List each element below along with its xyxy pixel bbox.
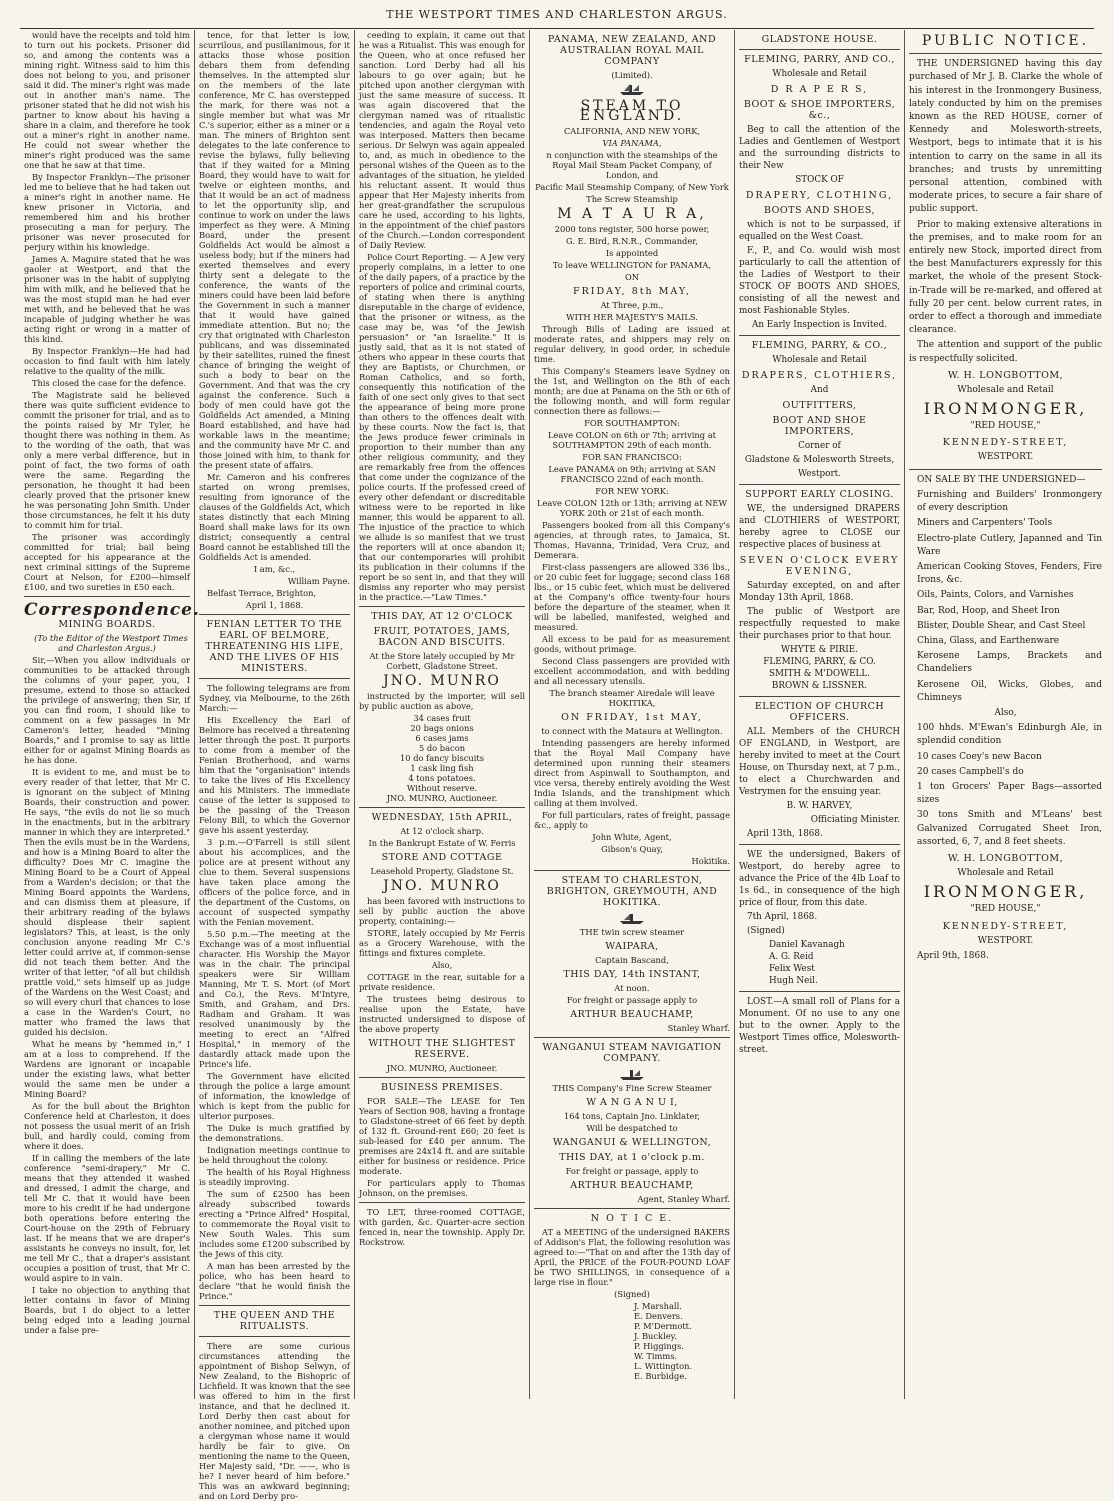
wed-store: STORE, lately occupied by Mr Ferris as a Grocery Warehouse, with the fittings and fixtures complete. [359, 928, 525, 958]
auctioneer-sign: JNO. MUNRO, Auctioneer. [386, 793, 498, 803]
wed-time: At 12 o'clock sharp. [400, 826, 484, 836]
wanganui: Will be despatched to [586, 1123, 678, 1133]
agent: Gibson's Quay, [601, 844, 663, 854]
list-item: 10 cases Coey's new Bacon [917, 751, 1042, 762]
boot-shoe: BOOT AND SHOE IMPORTERS, [772, 415, 867, 437]
closing: I am, &c., [253, 564, 296, 574]
column-4 [530, 30, 735, 1399]
list-item: J. Marshall. [634, 1301, 682, 1311]
list-item: Blister, Double Shear, and Cast Steel [917, 620, 1086, 631]
article-paragraph: The sum of £2500 has been already subscribed towards erecting a "Prince Alfred" Hospital, to commemorate the Royal visit to New South Wales. This sum includes some £1200 subscribed by the Jews of this city. [199, 1189, 350, 1259]
divider [909, 53, 1102, 54]
waipara-name: WAIPARA, [605, 941, 659, 952]
wed-cottage: COTTAGE in the rear, suitable for a private residence. [359, 972, 525, 992]
auctioneer-sign: JNO. MUNRO, Auctioneer. [386, 1063, 498, 1073]
article-paragraph: All excess to be paid for as measurement goods, without primage. [534, 634, 730, 654]
drapers: D R A P E R S, [770, 84, 869, 95]
article-paragraph: ceeding to explain, it came out that he was a Ritualist. This was enough for the Queen, who at once refused her sanction. Lord Derby had all his labours to go over again; but he pitched upon another clergyman with just the same measure of success. It was again discovered that the clergyman named was of ritualistic tendencies, and again the Royal veto was interposed. Matters then became serious. Dr Selwyn was again appealed to, and, as much in obedience to the personal wishes of the Queen as to the advantages of the situation, he yielded his reluctant assent. It would thus appear that Her Majesty inherits from her great-grandfather the scrupulous care he used, according to his lights, in the appointment of the chief pastors of the Church.—London correspondent of Daily Review. [359, 30, 525, 250]
public-notice-headline: PUBLIC NOTICE. [921, 33, 1090, 49]
article-paragraph: F., P., and Co. would wish most particularly to call the attention of the Ladies of Westport to their STOCK OF BOOTS AND SHOES, consisting of all the newest and most Fashionable Styles. [739, 246, 900, 316]
list-item: Felix West [769, 964, 815, 974]
list-item: Oils, Paints, Colors, and Varnishes [917, 590, 1074, 601]
article-paragraph: By Inspector Franklyn—He had had occasion to find fault with him lately relative to the quality of the milk. [24, 346, 190, 376]
to-let-text: TO LET, three-roomed COTTAGE, with garden, &c. Quarter-acre section fenced in, near the township. Apply Dr. Rockstrow. [359, 1207, 525, 1247]
article-paragraph: What he means by "hemmed in," I am at a loss to comprehend. If the Wardens are ignorant or incapable under the existing laws, what better would the same men be under a Mining Board? [24, 1039, 190, 1099]
screw-steamship: The Screw Steamship [586, 194, 678, 204]
route-text: Leave COLON on 6th or 7th; arriving at SOUTHAMPTON 29th of each month. [548, 430, 716, 450]
route-head: FOR NEW YORK: [595, 486, 669, 496]
list-item: BROWN & LISSNER. [771, 681, 868, 691]
via-line: CALIFORNIA, AND NEW YORK, [563, 126, 701, 136]
divider [359, 1202, 525, 1203]
company-headline: PANAMA, NEW ZEALAND, AND AUSTRALIAN ROYAL MAIL COMPANY [547, 34, 717, 67]
divider [199, 678, 350, 679]
via-panama: VIA PANAMA, [602, 138, 662, 148]
gladstone-headline: GLADSTONE HOUSE. [761, 34, 878, 45]
divider [359, 1077, 525, 1078]
westport: WESTPORT. [977, 935, 1034, 946]
list-item: SMITH & M'DOWELL. [768, 669, 871, 679]
ironmonger: IRONMONGER, [923, 399, 1088, 419]
branch-date: ON FRIDAY, 1st MAY, [561, 712, 703, 723]
list-item: China, Glass, and Earthenware [917, 635, 1060, 646]
appointed: Is appointed [605, 248, 659, 258]
article-paragraph: The Government have elicited through the police a large amount of information, the knowledge of which is kept from the public for ulterior purposes. [199, 1071, 350, 1121]
list-item: 5 do bacon [418, 743, 466, 753]
article-paragraph: Intending passengers are hereby informed that the Royal Mail Company have determined upon running their steamers direct from Aspinwall to Southampton, and vice versa, thereby entirely avoiding the West India Islands, and the transhipment which calling at them involved. [534, 738, 730, 808]
agent: Hokitika. [691, 856, 730, 866]
wanganui: THIS Company's Fine Screw Steamer [552, 1083, 712, 1093]
conjunction: n conjunction with the steamships of the Royal Mail Steam Packet Company, of London, and [546, 150, 718, 180]
bakers-text: WE the undersigned, Bakers of Westport, do hereby agree to advance the Price of the 4lb Loaf to 1s 6d., in consequence of the high price of flour, from this date. [739, 850, 900, 908]
firm-name: FLEMING, PARRY, & CO., [751, 340, 888, 351]
route-head: FOR SAN FRANCISCO: [582, 452, 682, 462]
divider [739, 696, 900, 697]
leave: To leave WELLINGTON for PANAMA, [552, 260, 712, 270]
article-paragraph: The health of his Royal Highness is steadily improving. [199, 1167, 350, 1187]
article-paragraph: Sir,—When you allow individuals or communities to be attacked through the columns of your paper, you, I presume, extend to those so attacked the privilege of answering; then Sir, if you can find room, I should like to comment on a few passages in Mr Cameron's letter, headed "Mining Boards," and I promise to say as little either for or against Mining Boards as he has done. [24, 655, 190, 765]
signatory-list [634, 1301, 730, 1381]
article-paragraph: This Company's Steamers leave Sydney on the 1st, and Wellington on the 8th of each month; are due at Panama on the 5th or 6th of the following month, and will form regular connection there as follows:— [534, 366, 730, 416]
lost-text: LOST.—A small roll of Plans for a Monument. Of no use to any one but to the owner. Apply to the Westport Times office, Molesworth-street. [739, 997, 900, 1055]
route-text: Leave PANAMA on 9th; arriving at SAN FRANCISCO 22nd of each month. [548, 464, 716, 484]
wed-text: has been favored with instructions to sell by public auction the above property, containing:— [359, 896, 525, 926]
red-house: "RED HOUSE," [970, 421, 1041, 432]
column-5 [735, 30, 905, 1399]
support-headline: SUPPORT EARLY CLOSING. [745, 489, 894, 500]
wanganui: For freight or passage, apply to [565, 1166, 699, 1176]
list-item: 1 ton Grocers' Paper Bags—assorted sizes [917, 781, 1102, 806]
saturday: Saturday excepted, on and after Monday 13th April, 1868. [739, 581, 900, 603]
wholesale: Wholesale and Retail [772, 355, 867, 365]
steam-headline: STEAM TO ENGLAND. [579, 98, 685, 124]
kennedy-street: KENNEDY-STREET, [942, 437, 1069, 449]
early-inspection: An Early Inspection is Invited. [751, 320, 887, 330]
list-item: 4 tons potatoes. [408, 773, 476, 783]
waipara: For freight or passage apply to [566, 995, 698, 1005]
agent: John White, Agent, [592, 832, 672, 842]
date: April 13th, 1868. [747, 829, 823, 839]
extras-list [909, 722, 1102, 849]
list-item: Hugh Neil. [769, 976, 818, 986]
column-3 [355, 30, 530, 1399]
wholesale: Wholesale and Retail [957, 867, 1054, 878]
list-item: Daniel Kavanagh [769, 940, 845, 950]
and: And [810, 385, 829, 395]
divider [534, 1208, 730, 1209]
columns [20, 30, 1106, 1501]
list-item: 6 cases jams [415, 733, 469, 743]
westport: WESTPORT. [977, 452, 1034, 463]
article-paragraph: There are some curious circumstances attending the appointment of Bishop Selwyn, of New Zealand, to the Bishopric of Lichfield. It was known that the see was offered to him in the first instance, and that he declined it. Lord Derby then cast about for another nominee, and pitched upon a clergyman whose name it would hardly be fair to give. On mentioning the name to the Queen, Her Majesty said, "Dr. ——, who is he? I never heard of him before." This was an awkward beginning; and on Lord Derby pro- [199, 1341, 350, 1501]
waipara: THE twin screw steamer [579, 927, 685, 937]
divider [199, 1305, 350, 1306]
officiating: Officiating Minister. [810, 815, 900, 825]
wholesale: Wholesale and Retail [957, 384, 1054, 395]
list-item: FLEMING, PARRY, & CO. [763, 657, 876, 667]
article-paragraph: This closed the case for the defence. [32, 378, 187, 388]
notice-headline: N O T I C E. [590, 1213, 674, 1224]
list-item: P. Higgings. [634, 1341, 684, 1351]
also: Also, [994, 707, 1017, 718]
list-item: 20 cases Campbell's do [917, 766, 1024, 777]
steam-headline: STEAM TO CHARLESTON, BRIGHTON, GREYMOUTH, AND HOKITIKA. [546, 875, 718, 908]
branch-connection: to connect with the Mataura at Wellington. [541, 726, 723, 736]
list-item: Kerosene Lamps, Brackets and Chandeliers [917, 651, 1102, 675]
article-paragraph: THE UNDERSIGNED having this day purchased of Mr J. B. Clarke the whole of his interest in the Ironmongery Business, lately conducted by him on the premises known as the RED HOUSE, corner of Kennedy and Molesworth-streets, Westport, begs to intimate that it is his intention to carry on the same in all its branches; and trusts by unremitting personal attention, combined with moderate prices, to secure a fair share of public support. [909, 59, 1102, 215]
drapers-clothiers: DRAPERS, CLOTHIERS, [741, 370, 898, 381]
article-paragraph: which is not to be surpassed, if equalled on the West Coast. [739, 220, 900, 242]
steamship-icon [618, 82, 646, 96]
article-paragraph: The following telegrams are from Sydney, via Melbourne, to the 26th March:— [199, 683, 350, 713]
list-item: 100 hhds. M'Ewan's Edinburgh Ale, in splendid condition [917, 723, 1102, 747]
commander: G. E. Bird, R.N.R., Commander, [566, 236, 698, 246]
red-house: "RED HOUSE," [970, 904, 1041, 915]
divider [739, 484, 900, 485]
wed-also: Also, [431, 960, 453, 970]
outfitters: OUTFITTERS, [782, 400, 857, 411]
divider [359, 606, 525, 607]
divider [739, 335, 900, 336]
wholesale: Wholesale and Retail [772, 69, 867, 79]
sailing-date: FRIDAY, 8th MAY, [573, 286, 691, 297]
list-item: 34 cases fruit [413, 713, 471, 723]
divider [24, 596, 190, 597]
article-paragraph: Beg to call the attention of the Ladies and Gentlemen of Westport and the surrounding districts to their New [739, 125, 900, 171]
agent-name: ARTHUR BEAUCHAMP, [570, 1009, 694, 1020]
article-paragraph: Police Court Reporting. — A Jew very properly complains, in a letter to one of the daily papers, of a practice by the reporters of police and criminal courts, of stating when there is anything disreputable in the charge of evidence, that the prisoner or witness, as the case may be, was "of the Jewish persuasion" or "an Israelite." It is justly said, that as it is not stated of others who appear in these courts that they are Baptists, or Churchmen, or Roman Catholics, and so forth, consequently this notification of the faith of one sect only gives to that sect the appearance of being more prone than others to the offences dealt with by these courts. Now the fact is, that the Jews produce fewer criminals in proportion to their number than any other religious community, and they are remarkably free from the offences that come under the cognizance of the police courts. If the professed creed of every other defendant or discreditable witness were to be reported in like manner, this would be apparent to all. The injustice of the practice to which we allude is so manifest that we trust the reporters will at once abandon it; that our contemporaries will prohibit its publication in their columns if the report be so sent in, and that they will dismiss any reporter who may persist in the practice.—"Law Times." [359, 252, 525, 602]
article-paragraph: The attention and support of the public is respectfully solicited. [909, 340, 1102, 364]
queen-headline: THE QUEEN AND THE RITUALISTS. [213, 1310, 336, 1332]
list-item: Miners and Carpenters' Tools [917, 518, 1053, 529]
article-paragraph: James A. Maguire stated that he was gaoler at Westport, and that the prisoner was in the habit of supplying him with milk, and he believed that he was the most stupid man he had ever met with, and he believed that he was incapable of judging whether he was acting right or wrong in a matter of this kind. [24, 254, 190, 344]
wanganui: Agent, Stanley Wharf. [637, 1194, 730, 1204]
date: 7th April, 1868. [747, 912, 818, 922]
list-item: 1 cask ling fish [410, 763, 474, 773]
article-paragraph: tence, for that letter is low, scurrilous, and pusillanimous, for it attacks those whose position debars them from defending themselves. In the attempted slur on the members of the late conference, Mr C. has overstepped the mark, for there was not a single member but what was Mr C.'s superior, either as a miner or a man. The miners of Brighton sent delegates to the late conference to revise the bylaws, fully believing that if they waited for a Mining Board, they would have to wait for twelve or eighteen months, and that it would be an act of madness to let the opportunity slip, and continue to work on under the laws imperfect as they were. A Mining Board, under the present Goldfields Act would be almost a useless body; but if the miners had exerted themselves and every thirty sent a delegate to the conference, the wants of the miners could have been laid before the Government in such a manner that it would have gained immediate attention. But no; the cry that originated with Charleston publicans, and was disseminated by their satellites, ruined the finest chance of bringing the weight of such a body to bear on the Government. And that was the cry against the conference. Such a body of men could have got the Goldfields Act amended, a Mining Board established, and have had workable laws in the meantime; and the community have Mr C. and those joined with him, to thank for the present state of affairs. [199, 30, 350, 470]
article-paragraph: 3 p.m.—O'Farrell is still silent about his accomplices, and the police are at present without any clue to them. Several suspensions have taken place among the officers of the police force, and in the department of the Customs, on account of suspected sympathy with the Fenian movement. [199, 837, 350, 927]
minister: B. W. HARVEY, [786, 801, 853, 811]
divider [359, 807, 525, 808]
sale-item-list [359, 713, 525, 793]
business-headline: BUSINESS PREMISES. [381, 1082, 503, 1093]
fenian-headline: FENIAN LETTER TO THE EARL OF BELMORE, THREATENING HIS LIFE, AND THE LIVES OF HIS MINISTERS. [205, 619, 344, 674]
list-item: 30 tons Smith and M'Leans' best Galvanized Corrugated Sheet Iron, assorted, 6, 7, and 8 feet sheets. [917, 810, 1102, 847]
stock: STOCK OF [795, 175, 844, 185]
column-6 [905, 30, 1106, 1399]
westport: Westport. [797, 469, 842, 479]
article-paragraph: I take no objection to anything that letter contains in favor of Mining Boards, but I do object to a letter being edged into a leading journal under a false pre- [24, 1285, 190, 1335]
auctioneer-name: JNO. MUNRO [383, 673, 501, 689]
column-1 [20, 30, 200, 1399]
tons: 2000 tons register, 500 horse power, [554, 224, 710, 234]
firm-list [739, 644, 900, 692]
article-paragraph: Prior to making extensive alterations in the premises, and to make room for an entirely new Stock, imported direct from the best Manufacturers expressly for this market, the whole of the present Stock-in-Trade will be re-marked, and offered at fully 20 per cent. below current rates, in order to effect a thorough and immediate clearance. [909, 219, 1102, 336]
sale-subhead: FRUIT, POTATOES, JAMS, BACON AND BISCUITS. [373, 626, 511, 648]
signed: (Signed) [614, 1289, 650, 1299]
signature: William Payne. [287, 576, 350, 586]
list-item: E. Denvers. [634, 1311, 683, 1321]
article-paragraph: Indignation meetings continue to be held throughout the colony. [199, 1145, 350, 1165]
route-text: Leave COLON 12th or 13th; arriving at NEW YORK 20th or 21st of each month. [536, 498, 728, 518]
support-text: WE, the undersigned DRAPERS and CLOTHIERS of WESTPORT, hereby agree to CLOSE our respective places of business at [739, 504, 900, 550]
waipara: At noon. [614, 983, 650, 993]
divider [739, 844, 900, 845]
on-sale: ON SALE BY THE UNDERSIGNED— [917, 474, 1086, 485]
public-request: The public of Westport are respectfully requested to make their purchases prior to that hour. [739, 607, 900, 641]
notice-text: AT a MEETING of the undersigned BAKERS of Addison's Flat, the following resolution was agreed to:—"That on and after the 13th day of April, the PRICE of the FOUR-POUND LOAF be TWO SHILLINGS, in consequence of a large rise in flour." [534, 1227, 730, 1287]
boot-shoe: BOOT & SHOE IMPORTERS, &c., [743, 99, 896, 121]
route-head: FOR SOUTHAMPTON: [584, 418, 680, 428]
date: April 1, 1868. [245, 600, 304, 610]
divider [199, 614, 350, 615]
sale-headline: THIS DAY, AT 12 O'CLOCK [371, 611, 513, 622]
wanganui-dest: WANGANUI & WELLINGTON, [552, 1137, 712, 1148]
business-apply: For particulars apply to Thomas Johnson, on the premises. [359, 1178, 525, 1198]
branch: The branch steamer Airedale will leave HOKITIKA, [549, 688, 715, 708]
sailing-time: At Three, p.m., [600, 300, 664, 310]
article-paragraph: Mr. Cameron and his confreres started on wrong premises, resulting from ignorance of the clauses of the Goldfields Act, which states distinctly that each Mining Board shall make laws for its own district; consequently a central Board cannot be established till the Goldfields Act is amended. [199, 472, 350, 562]
to-editor: (To the Editor of the Westport Times and Charleston Argus.) [34, 633, 188, 653]
section-title: Correspondence. [24, 600, 200, 620]
article-paragraph: Passengers booked from all this Company's agencies, at through rates, to Jamaica, St. Thomas, Havanna, Trinidad, Vera Cruz, and Demerara. [534, 520, 730, 560]
ironmonger: IRONMONGER, [923, 882, 1088, 902]
divider [909, 469, 1102, 470]
subhead: MINING BOARDS. [58, 619, 156, 630]
list-item: American Cooking Stoves, Fenders, Fire Irons, &c. [917, 561, 1102, 586]
article-paragraph: First-class passengers are allowed 336 lbs., or 20 cubic feet for luggage; second class 168 lbs., or 15 cubic feet, which must be delivered at the Company's office twenty-four hours before the departure of the steamer, when it will be labelled, manifested, weighed and measured. [534, 562, 730, 632]
list-item: Without reserve. [406, 783, 478, 793]
waipara: Captain Bascand, [595, 955, 669, 965]
auctioneer-name: JNO. MUNRO [383, 878, 501, 894]
divider [739, 49, 900, 50]
divider [199, 1336, 350, 1337]
seven-oclock: SEVEN O'CLOCK EVERY EVENING, [739, 555, 900, 577]
list-item: E. Burbidge. [634, 1371, 687, 1381]
list-item: W. Timms. [634, 1351, 678, 1361]
pacific: Pacific Mail Steamship Company, of New York [535, 182, 729, 192]
wanganui-headline: WANGANUI STEAM NAVIGATION COMPANY. [542, 1042, 722, 1064]
drapery: DRAPERY, CLOTHING, [745, 190, 894, 201]
article-paragraph: would have the receipts and told him to turn out his pockets. Prisoner did so, and among the contents was a mining right. Witness said to him this does not belong to you, and prisoner said it did. The miner's right was made out in another man's name. The prisoner stated that he did not wish his partner to know about his having a share in a claim, and therefore he took out a miner's right in another name. He could not swear whether the miner's right produced was the same one that he saw at that time. [24, 30, 190, 170]
on: ON [624, 272, 640, 282]
election-text: ALL Members of the CHURCH OF ENGLAND, in Westport, are hereby invited to meet at the Court House, on Thursday next, at 7 p.m., to elect a Churchwarden and Vestrymen for the ensuing year. [739, 727, 900, 797]
masthead: THE WESTPORT TIMES AND CHARLESTON ARGUS. [20, 0, 1094, 29]
article-paragraph: A man has been arrested by the police, who has been heard to declare "that he would finish the Prince." [199, 1261, 350, 1301]
agent-name: ARTHUR BEAUCHAMP, [570, 1180, 694, 1191]
article-paragraph: By Inspector Franklyn—The prisoner led me to believe that he had taken out a miner's right in another name. He knew prisoner in Victoria, and remembered him and his brother prosecuting a man for perjury. The prisoner was never prosecuted for perjury within his knowledge. [24, 172, 190, 252]
article-paragraph: The Magistrate said he believed there was quite sufficient evidence to commit the prisoner for trial, and as to the points raised by Mr Tyler, he thought there was nothing in them. As to the wording of the oath, that was only a mere verbal difference, but in point of fact, the two forms of oath were the same. Regarding the personation, he thought it had been clearly proved that the prisoner knew he was personating John Smith. Under those circumstances, he felt it his duty to commit him for trial. [24, 390, 190, 530]
list-item: A. G. Reid [769, 952, 814, 962]
article-paragraph: The prisoner was accordingly committed for trial; bail being accepted for his appearance at the next criminal sittings of the Supreme Court at Nelson, for £200—himself £100, and two sureties in £50 each. [24, 532, 190, 592]
article-paragraph: Second Class passengers are provided with excellent accommodation, and with bedding and all necessary utensils. [534, 656, 730, 686]
list-item: L. Wittington. [634, 1361, 693, 1371]
article-paragraph: It is evident to me, and must be to every reader of that letter, that Mr C. is ignorant on the subject of Mining Boards, their construction and power. He says, "the evils do not lie so much in the enactments, but in the arbitrary manner in which they are interpreted." Then the evils must be in the Wardens, and how is a Mining Board to alter the difficulty? Does Mr C. imagine the Mining Board to be a Court of Appeal from a Warden's decision; or that the Mining Board appoints the Wardens, and can dismiss them at pleasure, if their arbitrary reading of the bylaws should displease their sapient legislators? This, at least, is the only conclusion anyone reading Mr C.'s letter could arrive at, if common-sense did not teach them better. And the writer of that letter, "of all but childish prattle void," sets himself up as judge of the Wardens on the West Coast; and so will every churl that chances to lose a case in the Warden's Court, no matter who framed the laws that guided his decision. [24, 767, 190, 1037]
wanganui: 164 tons, Captain Jno. Linklater, [563, 1111, 701, 1121]
address: Belfast Terrace, Brighton, [207, 588, 317, 598]
baker-list [769, 939, 900, 987]
signed: (Signed) [747, 926, 785, 936]
column-2 [195, 30, 355, 1501]
sale-text: instructed by the importer, will sell by public auction as above, [359, 691, 525, 711]
divider [534, 1037, 730, 1038]
election-headline: ELECTION OF CHURCH OFFICERS. [754, 701, 885, 723]
wed-headline: WEDNESDAY, 15th APRIL, [371, 812, 513, 823]
article-paragraph: Through Bills of Lading are issued at moderate rates, and shippers may rely on regular delivery, in good order, in schedule time. [534, 324, 730, 364]
corner: Corner of [798, 441, 841, 451]
goods-list [909, 489, 1102, 705]
wed-lease: Leasehold Property, Gladstone St. [370, 866, 514, 876]
divider [534, 870, 730, 871]
waipara: Stanley Wharf. [667, 1023, 730, 1033]
mails: WITH HER MAJESTY'S MAILS. [566, 312, 698, 322]
firm-name: FLEMING, PARRY, AND CO., [744, 54, 895, 65]
list-item: P. M'Dermott. [634, 1321, 692, 1331]
waipara-date: THIS DAY, 14th INSTANT, [563, 969, 701, 980]
wed-estate: In the Bankrupt Estate of W. Ferris [368, 838, 516, 848]
list-item: 20 bags onions [410, 723, 474, 733]
wed-reserve: WITHOUT THE SLIGHTEST RESERVE. [368, 1038, 516, 1060]
wed-title: STORE AND COTTAGE [381, 852, 503, 863]
wanganui-date: THIS DAY, at 1 o'clock p.m. [559, 1152, 705, 1163]
sale-location: At the Store lately occupied by Mr Corbett, Gladstone Street. [369, 651, 515, 671]
article-paragraph: 5.50 p.m.—The meeting at the Exchange was of a most influential character. His Worship the Mayor was in the chair. The principal speakers were Sir William Manning, Mr T. S. Mort (of Mort and Co.), the Revs. M'Intyre, Smith, and Graham, and Drs. Radham and Graham. It was resolved unanimously by the meeting to erect an "Alfred Hospital," in memory of the dastardly attack made upon the Prince's life. [199, 929, 350, 1069]
streets: Gladstone & Molesworth Streets, [744, 455, 895, 465]
steamship-icon [618, 911, 646, 925]
divider [739, 991, 900, 992]
article-paragraph: If in calling the members of the late conference "semi-drapery," Mr C. means that they attended it washed and dressed, I admit the charge, and tell Mr C. that it would have been more to his credit if he had undergone both operations before entering the Court-house on the 29th of February last. If he means that we are draper's assistants he conveys no insult, for, let me tell Mr C., that a draper's assistant occupies a position of trust, that Mr C. would aspire to in vain. [24, 1153, 190, 1283]
wanganui-name: W A N G A N U I, [586, 1097, 678, 1108]
list-item: 10 do fancy biscuits [400, 753, 484, 763]
article-paragraph: His Excellency the Earl of Belmore has received a threatening letter through the post. It purports to come from a member of the Fenian Brotherhood, and warns him that the "organisation" intends to take the lives of His Excellency and his Ministers. The immediate cause of the letter is supposed to be the passing of the Treason Felony Bill, to which the Governor gave his assent yesterday. [199, 715, 350, 835]
limited: (Limited). [611, 70, 653, 80]
article-paragraph: For full particulars, rates of freight, passage &c., apply to [534, 810, 730, 830]
ship-name: M A T A U R A, [557, 206, 707, 222]
list-item: Bar, Rod, Hoop, and Sheet Iron [917, 605, 1060, 616]
merchant-name: W. H. LONGBOTTOM, [947, 852, 1064, 864]
list-item: J. Buckley. [634, 1331, 677, 1341]
steamship-icon [618, 1067, 646, 1081]
list-item: WHYTE & PIRIE. [781, 645, 858, 655]
article-paragraph: The Duke is much gratified by the demonstrations. [199, 1123, 350, 1143]
business-text: FOR SALE—The LEASE for Ten Years of Section 908, having a frontage to Gladstone-street of 66 feet by depth of 132 ft. Ground-rent £60; 20 feet is sub-leased for £40 per annum. The premises are 24x14 ft. and are suitable either for business or residence. Price moderate. [359, 1096, 525, 1176]
article-paragraph: As for the bull about the Brighton Conference held at Charleston, it does not possess the usual merit of an Irish bull, and hardly could, coming from where it does. [24, 1101, 190, 1151]
kennedy-street: KENNEDY-STREET, [942, 920, 1069, 932]
list-item: Furnishing and Builders' Ironmongery of every description [917, 489, 1102, 514]
wed-trustees: The trustees being desirous to realise upon the Estate, have instructed undersigned to dispose of the above property [359, 994, 525, 1034]
list-item: Electro-plate Cutlery, Japanned and Tin Ware [917, 533, 1102, 557]
merchant-name: W. H. LONGBOTTOM, [947, 369, 1064, 381]
boots-shoes: BOOTS AND SHOES, [763, 205, 876, 216]
list-item: Kerosene Oil, Wicks, Globes, and Chimneys [917, 679, 1102, 703]
date: April 9th, 1868. [917, 950, 989, 961]
